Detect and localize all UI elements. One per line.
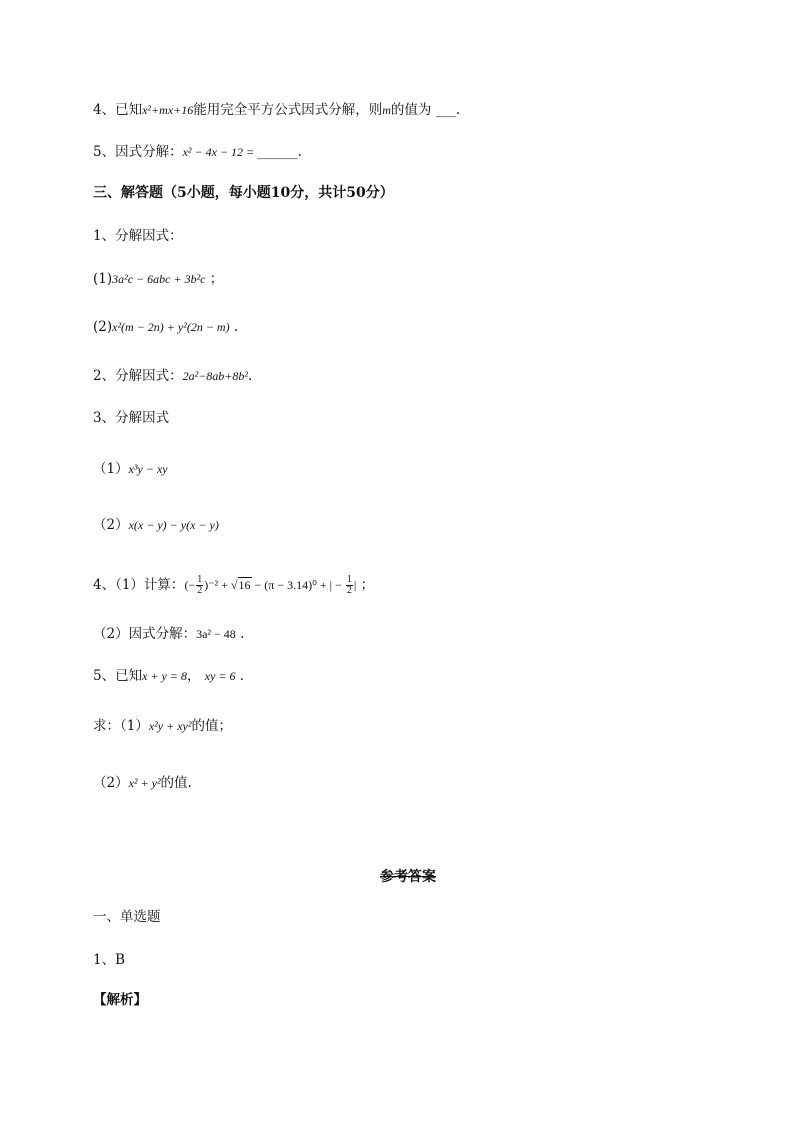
numerator: 1 bbox=[346, 574, 352, 585]
math-expression: x² + y² bbox=[128, 776, 161, 790]
problem-5-ask-2 bbox=[93, 774, 192, 792]
problem-2 bbox=[93, 367, 252, 385]
item-label: 求：（1） bbox=[93, 718, 149, 734]
math-expression: 3a²c − 6abc + 3b²c bbox=[112, 272, 206, 286]
numerator: 1 bbox=[197, 574, 203, 585]
period: . bbox=[239, 668, 245, 684]
problem-title: 5、已知 bbox=[93, 668, 143, 684]
question-number: 5、 bbox=[93, 144, 116, 160]
math-part: + bbox=[218, 578, 231, 592]
math-expression: x + y = 8 bbox=[142, 669, 187, 683]
square-root bbox=[231, 577, 252, 592]
question-text: 的值； bbox=[191, 718, 232, 734]
sqrt-icon: √ bbox=[230, 578, 238, 592]
math-variable: m bbox=[382, 103, 391, 117]
period: . bbox=[247, 368, 253, 384]
punctuation: ； bbox=[360, 577, 375, 593]
problem-title: 2、分解因式： bbox=[93, 368, 183, 384]
period: . bbox=[240, 626, 245, 642]
problem-5-ask-1 bbox=[93, 717, 232, 735]
item-label: (2) bbox=[93, 319, 113, 335]
punctuation: ， bbox=[186, 668, 201, 684]
denominator: 2 bbox=[346, 585, 352, 596]
answer-1: 1、B bbox=[93, 952, 126, 968]
math-expression: x²+mx+16 bbox=[142, 103, 194, 117]
question-text: 能用完全平方公式因式分解，则 bbox=[193, 102, 383, 118]
math-part: − (π − 3.14)⁰ + | − bbox=[251, 578, 345, 592]
answer-blank: ___. bbox=[435, 102, 461, 118]
problem-5 bbox=[93, 667, 244, 685]
analysis-label: 【解析】 bbox=[93, 992, 147, 1008]
math-expression: xy = 6 bbox=[204, 669, 236, 683]
item-label: （1） bbox=[93, 461, 129, 477]
item-label: （1）计算： bbox=[115, 577, 185, 593]
question-4-fill bbox=[93, 101, 460, 119]
answer-blank: ______ bbox=[257, 144, 298, 160]
fraction bbox=[196, 575, 203, 596]
math-expression: 2a²−8ab+8b² bbox=[182, 369, 248, 383]
problem-3-item-2 bbox=[93, 516, 219, 534]
item-label: （2） bbox=[93, 775, 129, 791]
answer-section-title: 一、单选题 bbox=[93, 909, 161, 925]
math-part: )⁻² bbox=[204, 578, 219, 592]
punctuation: ； bbox=[209, 271, 224, 287]
problem-3-item-1 bbox=[93, 460, 168, 478]
answer-key-title: 参考答案 bbox=[380, 869, 436, 885]
math-expression: x(x − y) − y(x − y) bbox=[128, 518, 219, 532]
math-part: (− bbox=[184, 578, 196, 592]
problem-1-item-1 bbox=[93, 270, 223, 288]
question-number: 4、 bbox=[93, 102, 116, 118]
problem-3-title: 3、分解因式 bbox=[93, 410, 170, 426]
question-text: 的值为 bbox=[390, 102, 432, 118]
radicand: 16 bbox=[238, 578, 251, 592]
punctuation: . bbox=[233, 319, 239, 335]
question-text: 已知 bbox=[115, 102, 143, 118]
fraction bbox=[346, 575, 353, 596]
math-expression: 3a² − 48 bbox=[196, 627, 236, 641]
item-label: （2） bbox=[93, 517, 129, 533]
question-text: 因式分解： bbox=[115, 144, 183, 160]
question-number: 4、 bbox=[93, 577, 116, 593]
item-label: (1) bbox=[93, 271, 113, 287]
denominator: 2 bbox=[197, 585, 203, 596]
question-5-fill bbox=[93, 143, 302, 161]
section-title: 三、解答题（5小题，每小题10分，共计50分） bbox=[93, 185, 394, 201]
math-expression: x³y − xy bbox=[128, 462, 168, 476]
math-expression: x²(m − 2n) + y²(2n − m) bbox=[112, 320, 230, 334]
math-part: | bbox=[353, 578, 357, 592]
question-text: 的值. bbox=[160, 775, 192, 791]
problem-4-item-2 bbox=[93, 625, 244, 643]
item-label: （2）因式分解： bbox=[93, 626, 197, 642]
problem-1-title: 1、分解因式： bbox=[93, 228, 183, 244]
problem-1-item-2 bbox=[93, 318, 238, 336]
period: . bbox=[297, 144, 302, 160]
problem-4-item-1 bbox=[93, 575, 374, 596]
math-expression: x² − 4x − 12 = bbox=[182, 145, 258, 159]
math-expression: x²y + xy² bbox=[148, 719, 192, 733]
